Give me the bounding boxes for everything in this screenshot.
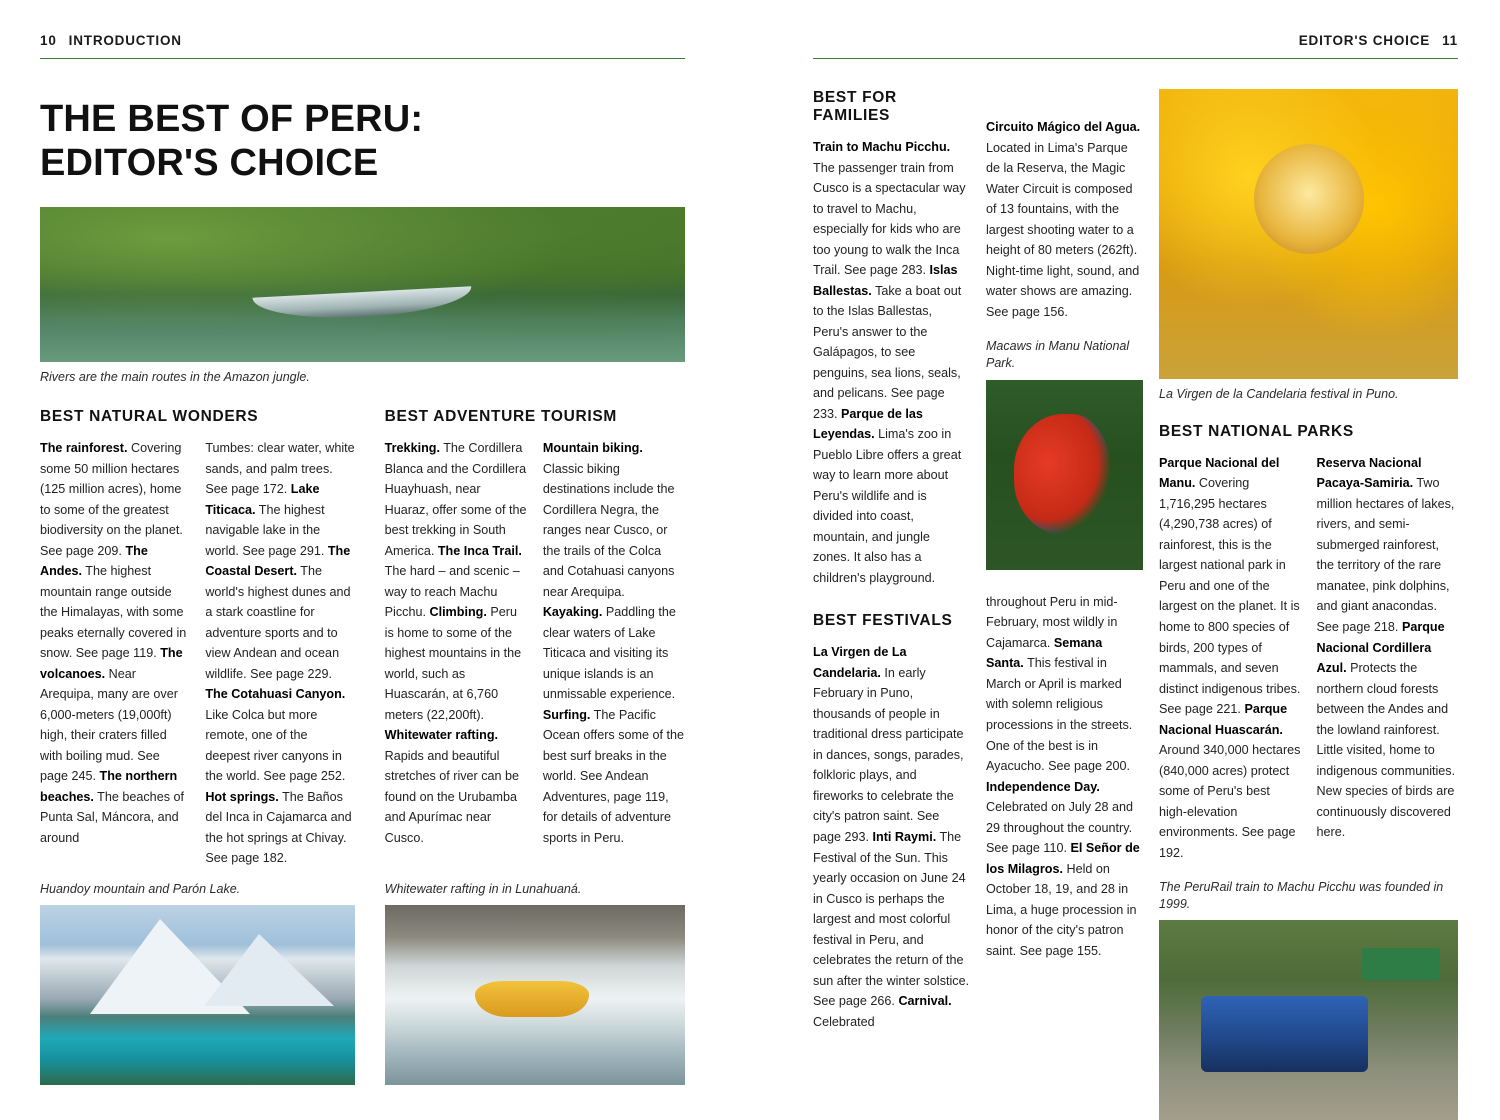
- photo-perurail-train: [1159, 920, 1458, 1120]
- adventure-col1: [385, 438, 527, 848]
- parks-col1: [1159, 453, 1301, 863]
- entry-lead: Kayaking.: [542, 605, 603, 620]
- entry-text: The Festival of the Sun. This yearly occasion on June 24 in Cusco is perhaps the largest and most colorful festival in Peru, and celebrates the return of the sun after the winter solstice. See page 266.: [813, 829, 970, 1009]
- entry-text: The highest navigable lake in the world. See page 291.: [205, 502, 325, 558]
- right-page: [813, 30, 1458, 1085]
- entry-lead: Inti Raymi.: [872, 829, 937, 844]
- entry-lead: Circuito Mágico del Agua.: [986, 120, 1141, 134]
- entry-lead: The Andes.: [40, 543, 148, 579]
- left-page: [40, 30, 685, 1085]
- locomotive-shape: [1201, 996, 1368, 1072]
- page-title-line2: EDITOR'S CHOICE: [40, 142, 379, 185]
- families-col1: [813, 137, 970, 588]
- entry-text: The Baños del Inca in Cajamarca and the hot springs at Chivay. See page 182.: [205, 789, 352, 866]
- entry-text: Held on October 18, 19, and 28 in Lima, a huge procession in honor of the city's patron saint. See page 155.: [986, 861, 1137, 958]
- entry-lead: Reserva Nacional Pacaya-Samiria.: [1316, 455, 1422, 491]
- entry-text: Lima's zoo in Pueblo Libre offers a great way to learn more about Peru's wildlife and is divided into coast, mountain, and jungle zones. It also has a children's playground.: [813, 427, 962, 585]
- adventure-col2: [543, 438, 685, 848]
- entry-text: The passenger train from Cusco is a spectacular way to travel to Machu, especially for kids who are too young to walk the Inca Trail. See page 283.: [813, 160, 966, 278]
- entry-lead: La Virgen de La Candelaria.: [813, 645, 907, 680]
- entry-text: Around 340,000 hectares (840,000 acres) protect some of Peru's best high-elevation environments. See page 192.: [1159, 743, 1301, 860]
- section-adventure-tourism: [385, 408, 685, 869]
- entry-text: Rapids and beautiful stretches of river can be found on the Urubamba and Apurímac near Cusco.: [384, 748, 520, 845]
- caption-amazon-river: Rivers are the main routes in the Amazon jungle.: [40, 370, 310, 385]
- families-and-festivals-col1: [813, 89, 970, 1120]
- station-sign-shape: [1362, 948, 1440, 980]
- entry-lead: Parque Nacional Cordillera Azul.: [1316, 620, 1445, 676]
- entry-text: Take a boat out to the Islas Ballestas, Peru's answer to the Galápagos, to see penguins, sea lions, seals, and pelicans. See page 233.: [813, 283, 962, 421]
- entry-lead: Climbing.: [429, 605, 487, 620]
- raft-shape: [475, 981, 589, 1017]
- entry-lead: Train to Machu Picchu.: [813, 140, 951, 154]
- entry-text: Tumbes: clear water, white sands, and palm trees. See page 172.: [205, 441, 355, 497]
- festivals-col2: [986, 592, 1143, 961]
- page-title: [40, 97, 685, 185]
- heading-adventure-tourism: BEST ADVENTURE TOURISM: [384, 408, 618, 426]
- entry-text: The beaches of Punta Sal, Máncora, and around: [40, 789, 184, 845]
- entry-lead: The Cotahuasi Canyon.: [205, 687, 346, 702]
- photo-whitewater-rafting: [385, 905, 685, 1085]
- natural-wonders-col2: [205, 438, 354, 869]
- photo-huandoy-mountain: [40, 905, 355, 1085]
- parks-col2: [1317, 453, 1459, 863]
- entry-lead: El Señor de los Milagros.: [986, 841, 1140, 876]
- caption-perurail: The PeruRail train to Machu Picchu was founded in 1999.: [1159, 880, 1444, 912]
- heading-natural-wonders: BEST NATURAL WONDERS: [40, 408, 259, 426]
- entry-lead: Parque de las Leyendas.: [813, 406, 923, 442]
- left-running-head: [40, 30, 685, 50]
- entry-text: Celebrated on July 28 and 29 throughout the country. See page 110.: [986, 800, 1134, 856]
- entry-lead: Parque Nacional del Manu.: [1159, 455, 1280, 491]
- entry-text: Celebrated: [813, 1014, 875, 1029]
- natural-wonders-col1: [40, 438, 189, 869]
- entry-text: In early February in Puno, thousands of people in traditional dress participate in dances, songs, parades, folkloric plays, and fireworks to celebrate the city's patron saint. See page 293.: [813, 665, 964, 844]
- heading-best-festivals: BEST FESTIVALS: [813, 612, 953, 630]
- entry-lead: Surfing.: [542, 707, 591, 722]
- entry-lead: Hot springs.: [205, 789, 279, 804]
- photo-macaws: [986, 380, 1143, 570]
- entry-text: The world's highest dunes and a stark coastline for adventure sports and to view Andean and ocean wildlife. See page 229.: [205, 564, 351, 681]
- entry-lead: Lake Titicaca.: [205, 482, 320, 517]
- entry-text: The hard – and scenic – way to reach Machu Picchu.: [384, 564, 520, 620]
- photo-amazon-river: [40, 207, 685, 362]
- entry-text: This festival in March or April is marked with solemn religious processions in the streets. One of the best is in Ayacucho. See page 200.: [986, 656, 1133, 774]
- heading-best-for-families: BEST FOR FAMILIES: [813, 89, 897, 124]
- page-title-line1: THE BEST OF PERU:: [40, 98, 424, 140]
- left-header-rule: [40, 58, 685, 59]
- right-running-head-label: EDITOR'S CHOICE: [1298, 32, 1431, 48]
- section-natural-wonders: [40, 408, 355, 869]
- entry-text: Protects the northern cloud forests between the Andes and the lowland rainforest. Little visited, home to indigenous communities. New species of birds are continuously discovered here.: [1316, 661, 1456, 840]
- entry-text: Two million hectares of lakes, rivers, and semi-submerged rainforest, the territory of the rare manatee, pink dolphins, and giant anacondas. See page 218.: [1316, 476, 1455, 634]
- caption-rafting: Whitewater rafting in in Lunahuaná.: [384, 882, 582, 897]
- left-running-head-label: INTRODUCTION: [68, 32, 182, 48]
- entry-lead: Parque Nacional Huascarán.: [1159, 702, 1288, 737]
- entry-lead: The Inca Trail.: [437, 543, 522, 558]
- entry-lead: Whitewater rafting.: [384, 728, 499, 743]
- peak-shape-secondary: [204, 934, 334, 1006]
- entry-lead: Semana Santa.: [986, 635, 1103, 671]
- entry-text: The highest mountain range outside the Himalayas, with some peaks eternally covered in snow. See page 119.: [40, 564, 187, 661]
- figure-huandoy: [40, 881, 355, 1085]
- caption-huandoy: Huandoy mountain and Parón Lake.: [40, 882, 241, 897]
- festivals-col1: [813, 642, 970, 1032]
- entry-lead: Carnival.: [898, 994, 952, 1009]
- entry-text: Near Arequipa, many are over 6,000-meters (19,000ft) high, their craters filled with boiling mud. See page 245.: [40, 666, 178, 784]
- entry-lead: The Coastal Desert.: [205, 543, 351, 579]
- entry-lead: Trekking.: [384, 441, 440, 456]
- families-col2: [986, 117, 1143, 322]
- figure-perurail: [1159, 879, 1458, 1120]
- entry-text: The Pacific Ocean offers some of the best surf breaks in the world. See Andean Adventures, page 119, for details of adventure sports in Peru.: [542, 707, 685, 845]
- entry-text: Classic biking destinations include the Cordillera Negra, the ranges near Cusco, or the trails of the Colca and Cotahuasi canyons near Arequipa.: [542, 461, 675, 599]
- boat-shape: [252, 287, 472, 323]
- entry-text: Covering some 50 million hectares (125 million acres), home to some of the greatest biodiversity on the planet. See page 209.: [40, 441, 183, 558]
- entry-lead: Mountain biking.: [542, 441, 643, 456]
- right-running-head: [813, 30, 1458, 50]
- right-header-rule: [813, 58, 1458, 59]
- dancer-mask-shape: [1254, 144, 1364, 254]
- caption-macaws: Macaws in Manu National Park.: [986, 339, 1130, 371]
- entry-text: The Cordillera Blanca and the Cordillera Huayhuash, near Huaraz, offer some of the best trekking in South America.: [384, 441, 527, 558]
- entry-lead: Independence Day.: [986, 779, 1100, 794]
- left-folio: 10: [40, 32, 57, 48]
- entry-text: Covering 1,716,295 hectares (4,290,738 acres) of rainforest, this is the largest national park in Peru and one of the largest on the planet. It is home to 800 species of birds, 200 types of mammals, and seven distinct indigenous tribes. See page 221.: [1159, 476, 1301, 717]
- entry-lead: The volcanoes.: [40, 646, 183, 681]
- caption-candelaria: La Virgen de la Candelaria festival in Puno.: [1159, 387, 1399, 401]
- photo-candelaria-dancer: [1159, 89, 1458, 379]
- entry-text: Like Colca but more remote, one of the deepest river canyons in the world. See page 252.: [205, 707, 346, 784]
- heading-best-national-parks: BEST NATIONAL PARKS: [1159, 422, 1354, 440]
- right-feature-column: [1159, 89, 1458, 1120]
- entry-lead: Islas Ballestas.: [813, 263, 958, 298]
- figure-rafting: [385, 881, 685, 1085]
- entry-text: throughout Peru in mid-February, most wildly in Cajamarca.: [986, 594, 1118, 650]
- right-folio: 11: [1442, 32, 1458, 48]
- entry-lead: The northern beaches.: [40, 769, 178, 804]
- families-and-festivals-col2: [986, 89, 1143, 1120]
- entry-text: Paddling the clear waters of Lake Titicaca and visiting its unique islands is an unmissable experience.: [542, 605, 676, 702]
- macaw-shape: [1014, 414, 1111, 536]
- right-text-columns: [813, 89, 1143, 1120]
- entry-text: Peru is home to some of the highest mountains in the world, such as Huascarán, at 6,760 meters (22,200ft).: [384, 605, 522, 722]
- entry-lead: The rainforest.: [40, 441, 128, 456]
- entry-text: Located in Lima's Parque de la Reserva, the Magic Water Circuit is composed of 13 fountains, with the largest shooting water to a height of 80 meters (262ft). Night-time light, sound, and water shows are amazing. See page 156.: [986, 140, 1140, 319]
